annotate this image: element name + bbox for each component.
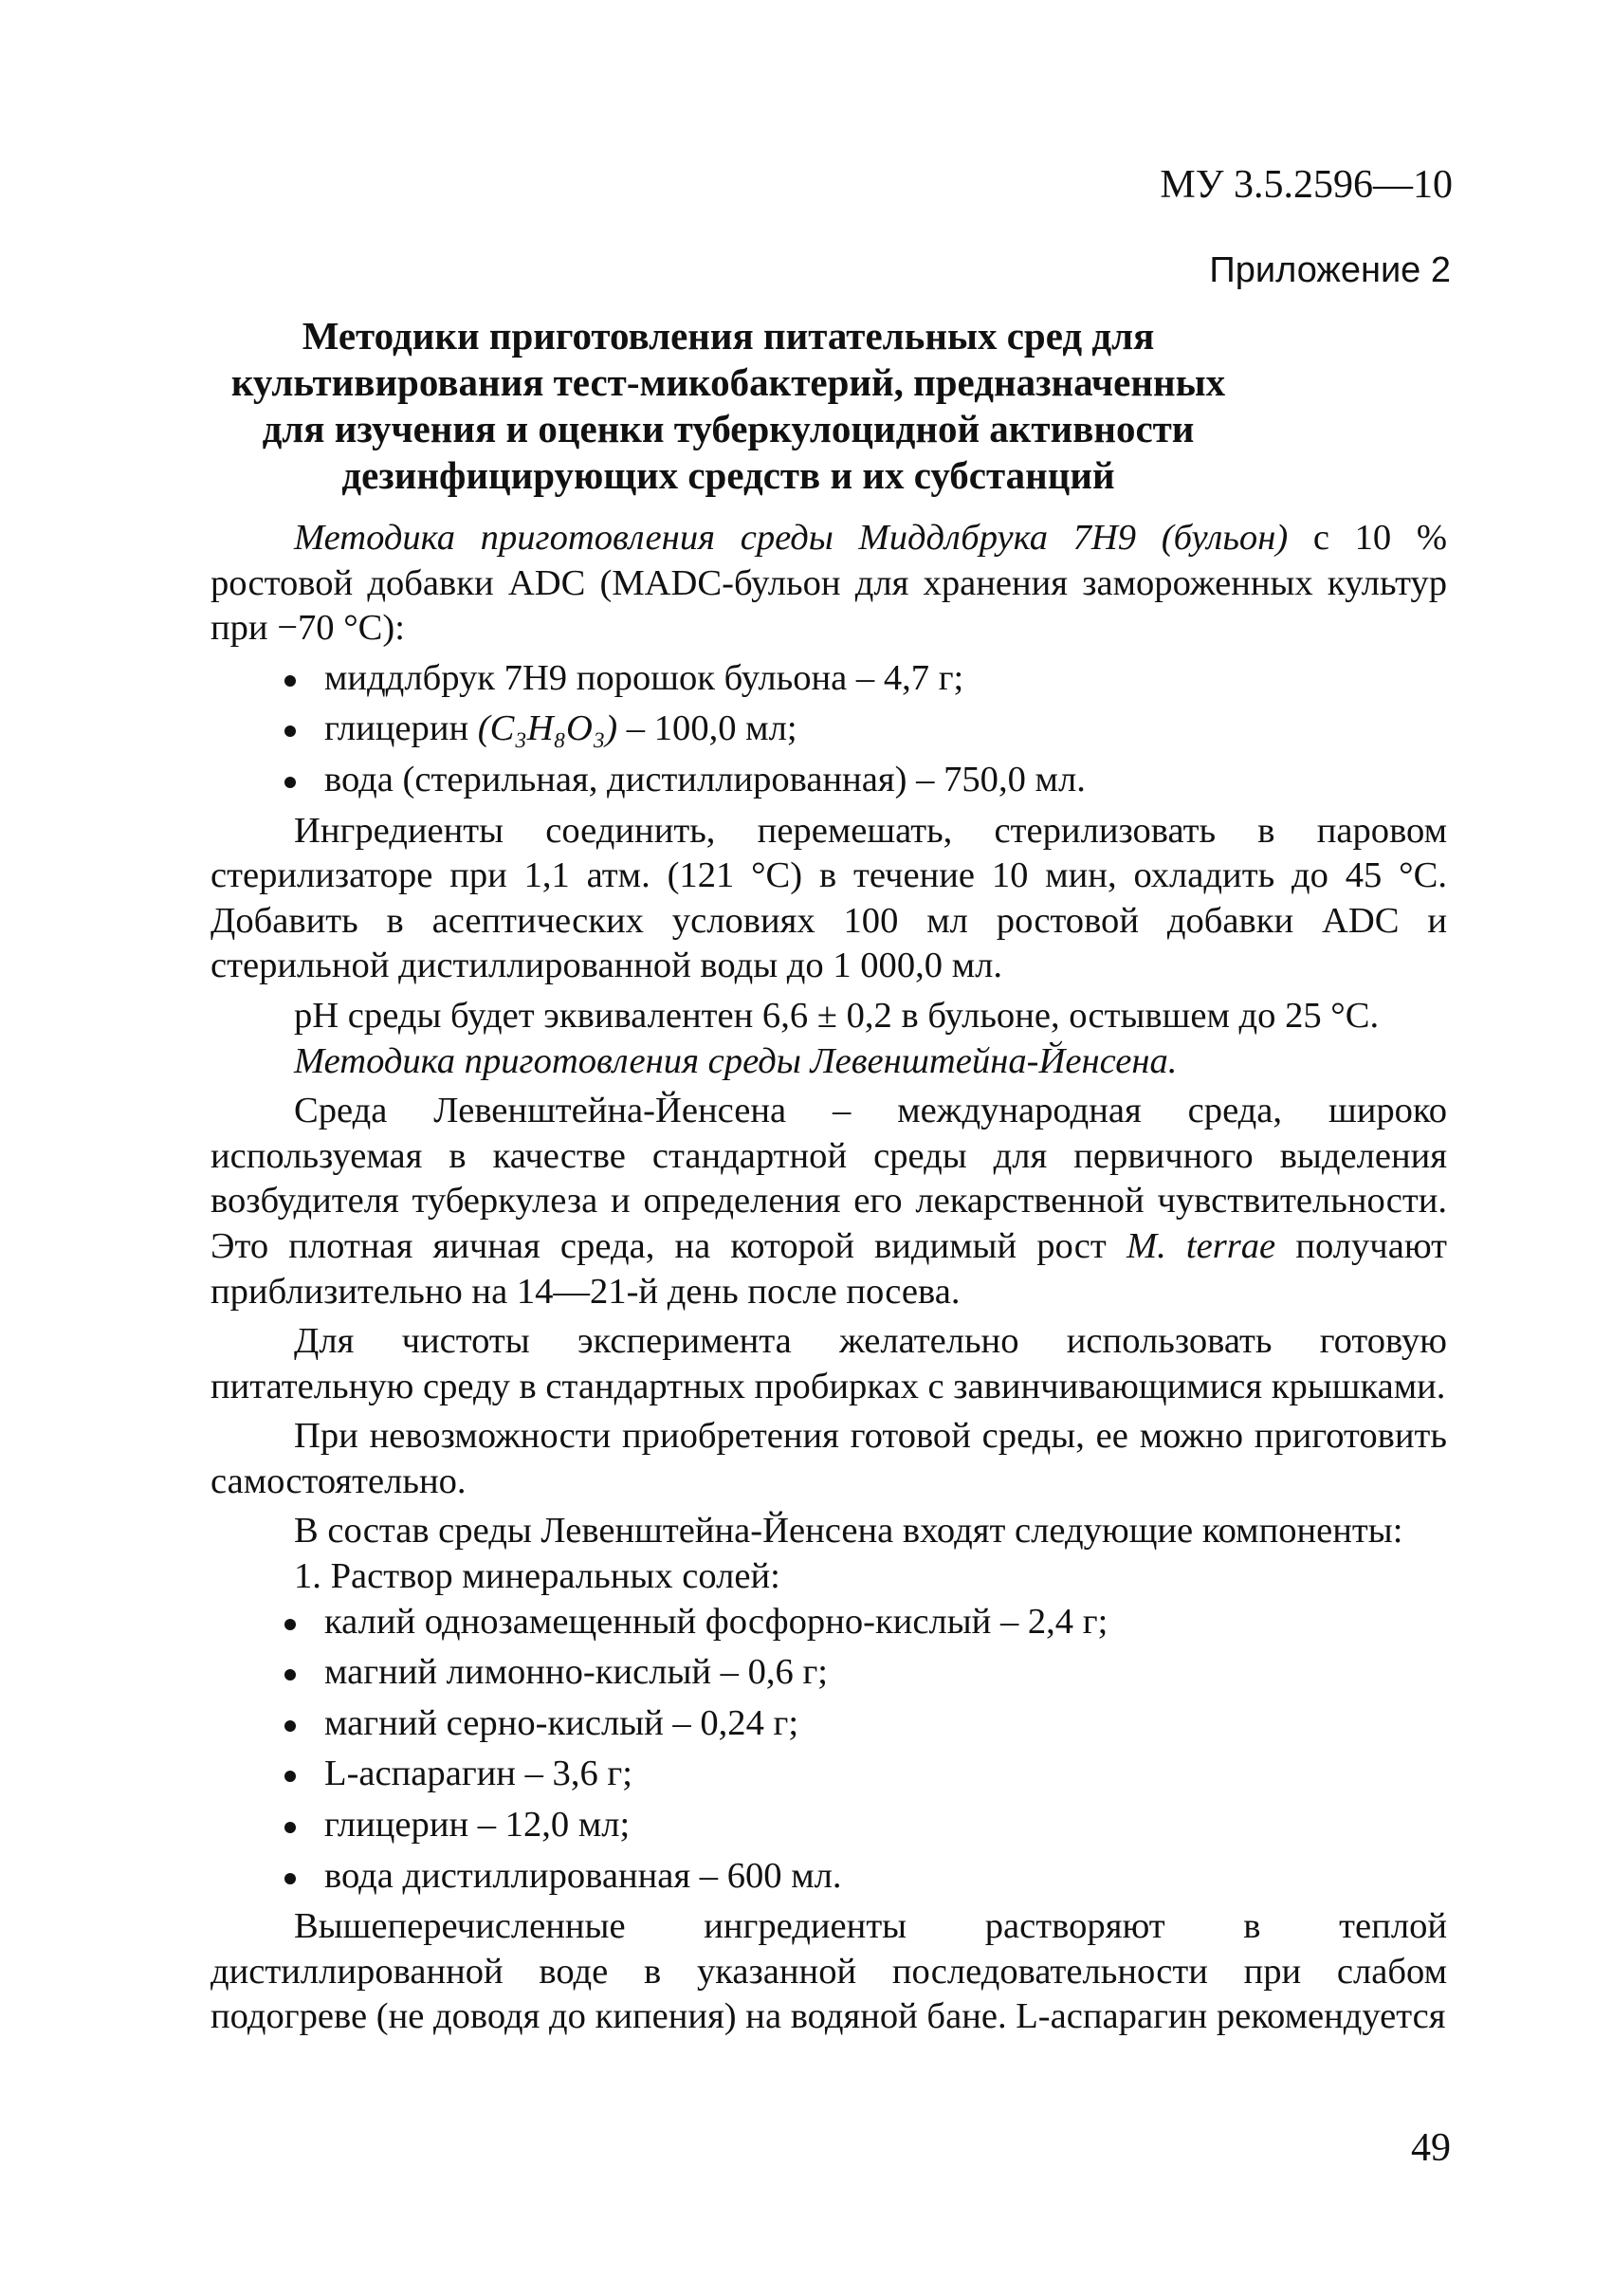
section2-heading: Методика приготовления среды Левенштейна-Йенсена. bbox=[294, 1040, 1178, 1081]
list-item-text: калий однозамещенный фосфорно-кислый – 2,4 г; bbox=[324, 1601, 1108, 1642]
document-body bbox=[211, 516, 1447, 2040]
paragraph-dissolve: Вышеперечисленные ингредиенты растворяют в теплой дистиллированной воде в указанной последовательности при слабом подогреве (не доводя до кипения) на водяной бане. L-аспарагин рекомендуется bbox=[211, 1906, 1447, 2037]
bullet-icon bbox=[284, 675, 296, 687]
bullet-icon bbox=[284, 1720, 296, 1732]
title-line: для изучения и оценки туберкулоцидной активности bbox=[262, 407, 1195, 450]
appendix-label: Приложение 2 bbox=[1209, 250, 1451, 290]
list-item-text: глицерин – 12,0 мл; bbox=[324, 1805, 631, 1846]
page-title bbox=[197, 313, 1259, 499]
chemical-formula: (C₃H₈O₃) bbox=[477, 708, 618, 749]
list-item bbox=[211, 656, 1447, 702]
document-code: МУ 3.5.2596—10 bbox=[1160, 163, 1453, 207]
paragraph-text: получают приблизительно на 14—21-й день после посева. bbox=[211, 1225, 1447, 1312]
bullet-icon bbox=[284, 726, 296, 737]
paragraph-ingredients: Ингредиенты соединить, перемешать, стерилизовать в паровом стерилизаторе при 1,1 атм. (121 °С) в течение 10 мин, охладить до 45 °С. Добавить в асептических условиях 100 мл ростовой добавки ADC и стерильной дистиллированной воды до 1 000,0 мл. bbox=[211, 810, 1447, 986]
list-item bbox=[211, 1650, 1447, 1696]
list-item bbox=[211, 1752, 1447, 1797]
paragraph-components: В состав среды Левенштейна-Йенсена входят следующие компоненты: bbox=[294, 1511, 1403, 1552]
paragraph-ready-medium: Для чистоты эксперимента желательно использовать готовую питательную среду в стандартных пробирках с завинчивающимися крышками. bbox=[211, 1321, 1447, 1406]
paragraph-lj-description bbox=[211, 1089, 1447, 1314]
list-item bbox=[211, 1600, 1447, 1645]
section1-ingredient-list bbox=[211, 656, 1447, 803]
list-item bbox=[211, 1854, 1447, 1900]
bullet-icon bbox=[284, 777, 296, 788]
list-item bbox=[211, 1701, 1447, 1747]
section1-heading: Методика приготовления среды Миддлбрука 7Н9 (бульон) bbox=[294, 518, 1289, 558]
bullet-icon bbox=[284, 1873, 296, 1884]
section1-heading-rest: с 10 % ростовой добавки ADC (MADC-бульон для хранения замороженных культур при −70 °С): bbox=[211, 518, 1447, 649]
mineral-salts-list bbox=[211, 1600, 1447, 1900]
list-item-text: L-аспарагин – 3,6 г; bbox=[324, 1754, 632, 1794]
list-item-text: миддлбрук 7Н9 порошок бульона – 4,7 г; bbox=[324, 657, 964, 698]
list-item-text: – 100,0 мл; bbox=[617, 708, 797, 749]
paragraph-self-prep: При невозможности приобретения готовой среды, ее можно приготовить самостоятельно. bbox=[211, 1416, 1447, 1501]
list-item-text: магний серно-кислый – 0,24 г; bbox=[324, 1702, 799, 1743]
bullet-icon bbox=[284, 1822, 296, 1833]
list-item-text: глицерин bbox=[324, 708, 478, 749]
bullet-icon bbox=[284, 1669, 296, 1681]
title-line: дезинфицирующих средств и их субстанций bbox=[341, 453, 1115, 497]
list-item-text: вода (стерильная, дистиллированная) – 750,0 мл. bbox=[324, 759, 1086, 799]
bullet-icon bbox=[284, 1771, 296, 1782]
title-line: культивирования тест-микобактерий, предназначенных bbox=[230, 360, 1226, 404]
list-item-text: вода дистиллированная – 600 мл. bbox=[324, 1855, 842, 1896]
list-item bbox=[211, 707, 1447, 752]
paragraph-ph: рН среды будет эквивалентен 6,6 ± 0,2 в бульоне, остывшем до 25 °С. bbox=[294, 995, 1380, 1036]
species-name: M. terrae bbox=[1126, 1225, 1276, 1266]
title-line: Методики приготовления питательных сред для bbox=[302, 314, 1155, 358]
list-item bbox=[211, 1803, 1447, 1848]
bullet-icon bbox=[284, 1619, 296, 1630]
list-item bbox=[211, 758, 1447, 803]
numbered-list-title: 1. Раствор минеральных солей: bbox=[294, 1556, 780, 1597]
page-number: 49 bbox=[1411, 2126, 1451, 2170]
section1-intro bbox=[211, 516, 1447, 652]
paragraph-text: Среда Левенштейна-Йенсена – международная среда, широко используемая в качестве стандартной среды для первичного выделения возбудителя туберкулеза и определения его лекарственной чувствительности. Это плотная яичная среда, на которой видимый рост bbox=[211, 1091, 1447, 1266]
list-item-text: магний лимонно-кислый – 0,6 г; bbox=[324, 1652, 829, 1693]
